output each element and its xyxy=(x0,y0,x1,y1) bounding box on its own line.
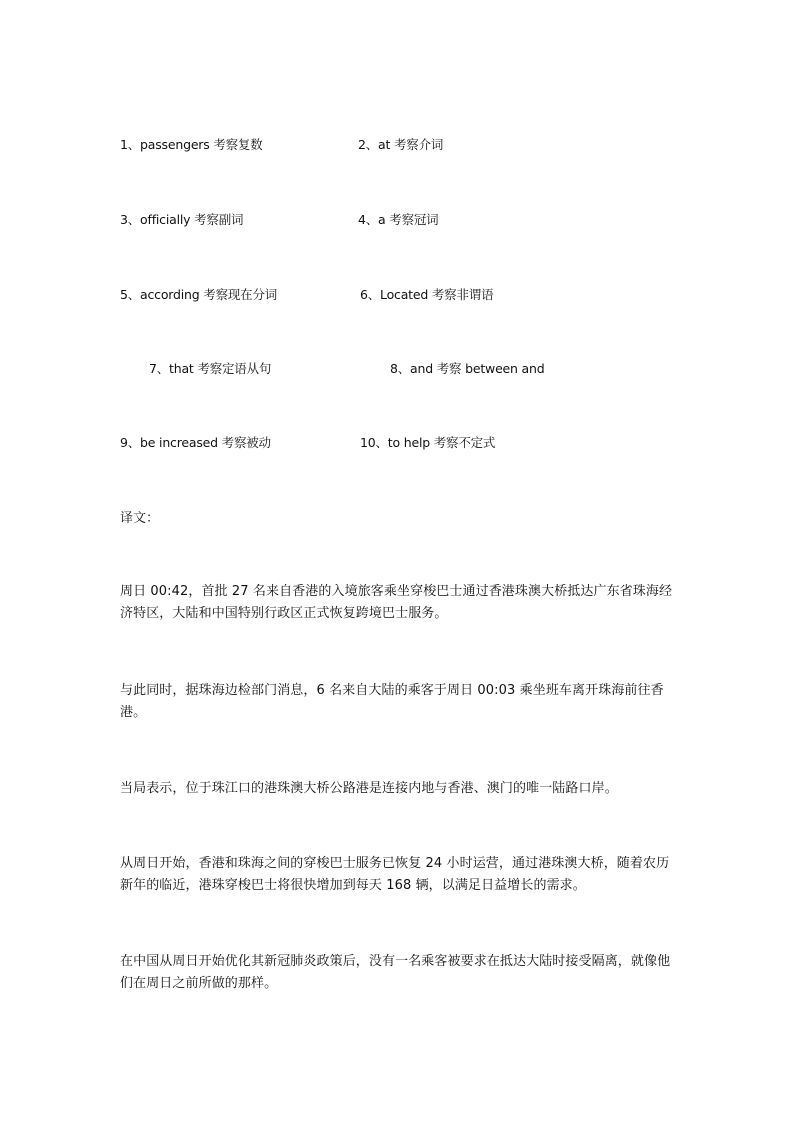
answer-1: 1、passengers 考察复数 xyxy=(120,137,263,152)
answer-6: 6、Located 考察非谓语 xyxy=(360,287,494,302)
answer-3: 3、officially 考察副词 xyxy=(120,212,244,227)
answer-9: 9、be increased 考察被动 xyxy=(120,435,271,450)
answer-2: 2、at 考察介词 xyxy=(358,137,444,152)
answer-4: 4、a 考察冠词 xyxy=(358,212,439,227)
translation-paragraph-2: 与此同时，据珠海边检部门消息，6 名来自大陆的乘客于周日 00:03 乘坐班车离开珠海前往香港。 xyxy=(120,683,664,720)
answer-7: 7、that 考察定语从句 xyxy=(149,361,272,376)
answer-5: 5、according 考察现在分词 xyxy=(120,287,278,302)
translation-paragraph-4: 从周日开始，香港和珠海之间的穿梭巴士服务已恢复 24 小时运营，通过港珠澳大桥，随着农历新年的临近，港珠穿梭巴士将很快增加到每天 168 辆，以满足日益增长的需求。 xyxy=(120,856,670,893)
translation-paragraph-3: 当局表示，位于珠江口的港珠澳大桥公路港是连接内地与香港、澳门的唯一陆路口岸。 xyxy=(120,781,618,796)
translation-paragraph-1: 周日 00:42，首批 27 名来自香港的入境旅客乘坐穿梭巴士通过香港珠澳大桥抵达广东省珠海经济特区，大陆和中国特别行政区正式恢复跨境巴士服务。 xyxy=(120,584,673,621)
translation-paragraph-5: 在中国从周日开始优化其新冠肺炎政策后，没有一名乘客被要求在抵达大陆时接受隔离，就像他们在周日之前所做的那样。 xyxy=(120,954,671,991)
answer-10: 10、to help 考察不定式 xyxy=(360,435,496,450)
answer-8: 8、and 考察 between and xyxy=(390,361,545,376)
translation-label: 译文： xyxy=(120,511,160,526)
